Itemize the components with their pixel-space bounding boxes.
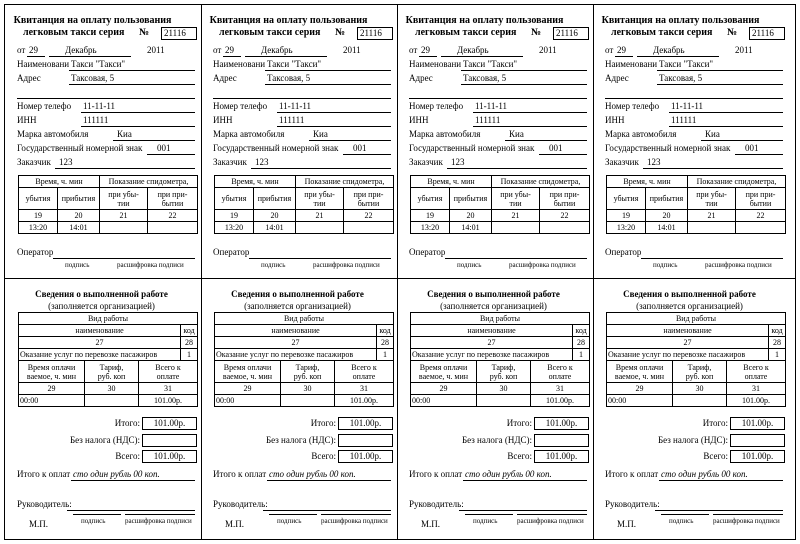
address-value: Таксовая, 5	[71, 73, 115, 83]
depart-header: убытия	[607, 188, 646, 210]
service-name: Оказание услуг по перевозке пасажиров	[411, 349, 573, 361]
date-day: 29	[617, 45, 626, 55]
odometer-header: Показание спидометра,	[492, 176, 590, 188]
col-number: 21	[296, 210, 344, 222]
odo-arrive-value	[540, 222, 590, 234]
work-subtitle: (заполняется организацией)	[636, 301, 743, 311]
vsego-value: 101.00р.	[338, 450, 393, 463]
tariff-header: Тариф, руб. коп	[281, 361, 335, 383]
receipt-number: 21116	[553, 27, 589, 40]
col-number: 29	[411, 383, 477, 395]
name-value: Такси "Такси"	[71, 59, 126, 69]
itogo-label: Итого:	[702, 418, 728, 428]
mp-stamp: М.П.	[617, 519, 637, 529]
operator-label: Оператор	[605, 247, 642, 257]
vat-label: Без налога (НДС):	[69, 435, 140, 445]
depart-header: убытия	[215, 188, 254, 210]
inn-value: 111111	[83, 115, 109, 125]
col-number: 30	[85, 383, 139, 395]
pay-words: сто один рубль 00 коп.	[661, 469, 748, 479]
itogo-label: Итого:	[506, 418, 532, 428]
pay-words: сто один рубль 00 коп.	[465, 469, 552, 479]
vat-label: Без налога (НДС):	[461, 435, 532, 445]
name-label: Наименовани	[17, 59, 70, 69]
work-table	[214, 312, 394, 407]
col-number: 27	[411, 337, 573, 349]
vsego-label: Всего:	[507, 451, 532, 461]
customer-label: Заказчик	[409, 157, 443, 167]
odo-depart-value	[296, 222, 344, 234]
vsego-label: Всего:	[311, 451, 336, 461]
col-number: 27	[19, 337, 181, 349]
col-number: 20	[58, 210, 100, 222]
operator-decode-caption: расшифровка подписи	[313, 261, 380, 269]
itogo-value: 101.00р.	[338, 417, 393, 430]
address-label: Адрес	[17, 73, 41, 83]
receipt-number: 21116	[161, 27, 197, 40]
operator-label: Оператор	[409, 247, 446, 257]
time-header: Время, ч. мин	[411, 176, 492, 188]
paid-time-value: 00:00	[19, 395, 85, 407]
customer-value: 123	[451, 157, 465, 167]
customer-label: Заказчик	[213, 157, 247, 167]
operator-label: Оператор	[17, 247, 54, 257]
plate-label: Государственный номерной знак	[17, 143, 143, 153]
odo-arrive-value	[344, 222, 394, 234]
phone-value: 11-11-11	[83, 101, 115, 111]
address-value: Таксовая, 5	[659, 73, 703, 83]
date-month: Декабрь	[65, 45, 97, 55]
itogo-value: 101.00р.	[142, 417, 197, 430]
depart-header: убытия	[411, 188, 450, 210]
vsego-value: 101.00р.	[142, 450, 197, 463]
arrive-header: прибытия	[646, 188, 688, 210]
amount-value: 101.00р.	[727, 395, 786, 407]
col-number: 22	[344, 210, 394, 222]
number-sign: №	[727, 27, 738, 38]
service-name: Оказание услуг по перевозке пасажиров	[19, 349, 181, 361]
vsego-label: Всего:	[115, 451, 140, 461]
work-subtitle: (заполняется организацией)	[48, 301, 155, 311]
inn-value: 111111	[671, 115, 697, 125]
col-number: 29	[215, 383, 281, 395]
tariff-value	[673, 395, 727, 407]
pay-label: Итого к оплат	[17, 469, 71, 479]
receipt-series-label: легковым такси серия	[611, 27, 713, 38]
name-value: Такси "Такси"	[267, 59, 322, 69]
date-day: 29	[421, 45, 430, 55]
receipt-copy	[593, 5, 786, 539]
inn-label: ИНН	[17, 115, 37, 125]
col-number: 21	[688, 210, 736, 222]
head-label: Руководитель:	[605, 499, 660, 509]
receipt-series-label: легковым такси серия	[219, 27, 321, 38]
head-sign-caption: подпись	[669, 517, 694, 525]
receipt-copy	[397, 5, 590, 539]
vat-value	[730, 434, 785, 447]
plate-value: 001	[745, 143, 759, 153]
work-name-header: наименование	[411, 325, 573, 337]
car-label: Марка автомобиля	[213, 129, 285, 139]
col-number: 29	[607, 383, 673, 395]
tariff-header: Тариф, руб. коп	[85, 361, 139, 383]
work-table	[18, 312, 198, 407]
col-number: 19	[607, 210, 646, 222]
plate-label: Государственный номерной знак	[213, 143, 339, 153]
date-prefix: от	[17, 45, 26, 55]
col-number: 21	[100, 210, 148, 222]
receipt-title: Квитанция на оплату пользования	[209, 15, 368, 26]
arrive-header: прибытия	[58, 188, 100, 210]
date-day: 29	[29, 45, 38, 55]
trip-table	[214, 175, 394, 234]
amount-value: 101.00р.	[139, 395, 198, 407]
head-decode-caption: расшифровка подписи	[713, 517, 780, 525]
depart-time: 13:20	[19, 222, 58, 234]
vat-value	[142, 434, 197, 447]
vat-value	[534, 434, 589, 447]
odometer-header: Показание спидометра,	[296, 176, 394, 188]
operator-decode-caption: расшифровка подписи	[705, 261, 772, 269]
head-label: Руководитель:	[409, 499, 464, 509]
pay-label: Итого к оплат	[409, 469, 463, 479]
work-table	[606, 312, 786, 407]
receipt-copy	[201, 5, 394, 539]
vsego-value: 101.00р.	[534, 450, 589, 463]
tariff-header: Тариф, руб. коп	[673, 361, 727, 383]
head-sign-caption: подпись	[81, 517, 106, 525]
date-year: 2011	[147, 45, 165, 55]
arrive-time: 14:01	[450, 222, 492, 234]
col-number: 28	[573, 337, 590, 349]
operator-sign-caption: подпись	[457, 261, 482, 269]
date-month: Декабрь	[653, 45, 685, 55]
head-sign-caption: подпись	[277, 517, 302, 525]
work-title: Сведения о выполненной работе	[427, 289, 560, 299]
car-value: Киа	[705, 129, 720, 139]
plate-value: 001	[549, 143, 563, 153]
tariff-value	[85, 395, 139, 407]
car-value: Киа	[117, 129, 132, 139]
operator-decode-caption: расшифровка подписи	[509, 261, 576, 269]
col-number: 30	[477, 383, 531, 395]
work-title: Сведения о выполненной работе	[623, 289, 756, 299]
tariff-value	[281, 395, 335, 407]
operator-sign-caption: подпись	[653, 261, 678, 269]
col-number: 20	[450, 210, 492, 222]
trip-table	[606, 175, 786, 234]
col-number: 21	[492, 210, 540, 222]
name-label: Наименовани	[409, 59, 462, 69]
customer-label: Заказчик	[605, 157, 639, 167]
plate-value: 001	[353, 143, 367, 153]
tariff-header: Тариф, руб. коп	[477, 361, 531, 383]
odo-depart-value	[688, 222, 736, 234]
time-header: Время, ч. мин	[215, 176, 296, 188]
work-kind-header: Вид работы	[411, 313, 590, 325]
date-year: 2011	[343, 45, 361, 55]
car-value: Киа	[313, 129, 328, 139]
inn-value: 111111	[279, 115, 305, 125]
number-sign: №	[139, 27, 150, 38]
total-header: Всего к оплате	[139, 361, 198, 383]
col-number: 30	[281, 383, 335, 395]
time-header: Время, ч. мин	[607, 176, 688, 188]
depart-time: 13:20	[215, 222, 254, 234]
vat-label: Без налога (НДС):	[265, 435, 336, 445]
receipt-number: 21116	[357, 27, 393, 40]
car-label: Марка автомобиля	[605, 129, 677, 139]
col-number: 28	[769, 337, 786, 349]
trip-table	[18, 175, 198, 234]
odo-depart-header: при убы- тии	[100, 188, 148, 210]
operator-sign-caption: подпись	[65, 261, 90, 269]
arrive-time: 14:01	[58, 222, 100, 234]
col-number: 27	[607, 337, 769, 349]
paid-time-header: Время оплачи ваемое, ч. мин	[215, 361, 281, 383]
receipt-series-label: легковым такси серия	[415, 27, 517, 38]
paid-time-header: Время оплачи ваемое, ч. мин	[19, 361, 85, 383]
paid-time-header: Время оплачи ваемое, ч. мин	[607, 361, 673, 383]
odo-depart-header: при убы- тии	[492, 188, 540, 210]
trip-table	[410, 175, 590, 234]
col-number: 20	[646, 210, 688, 222]
work-table	[410, 312, 590, 407]
col-number: 22	[148, 210, 198, 222]
odo-depart-value	[492, 222, 540, 234]
address-label: Адрес	[213, 73, 237, 83]
mp-stamp: М.П.	[225, 519, 245, 529]
col-number: 19	[19, 210, 58, 222]
number-sign: №	[531, 27, 542, 38]
name-value: Такси "Такси"	[659, 59, 714, 69]
odo-arrive-header: при при- бытии	[540, 188, 590, 210]
pay-label: Итого к оплат	[213, 469, 267, 479]
work-title: Сведения о выполненной работе	[35, 289, 168, 299]
col-number: 30	[673, 383, 727, 395]
head-decode-caption: расшифровка подписи	[125, 517, 192, 525]
service-code: 1	[181, 349, 198, 361]
col-number: 31	[139, 383, 198, 395]
customer-value: 123	[59, 157, 73, 167]
itogo-label: Итого:	[310, 418, 336, 428]
col-number: 31	[727, 383, 786, 395]
odo-depart-header: при убы- тии	[688, 188, 736, 210]
customer-value: 123	[255, 157, 269, 167]
col-number: 27	[215, 337, 377, 349]
service-name: Оказание услуг по перевозке пасажиров	[607, 349, 769, 361]
work-code-header: код	[377, 325, 394, 337]
work-kind-header: Вид работы	[19, 313, 198, 325]
col-number: 19	[411, 210, 450, 222]
operator-label: Оператор	[213, 247, 250, 257]
work-code-header: код	[769, 325, 786, 337]
paid-time-value: 00:00	[607, 395, 673, 407]
phone-label: Номер телефо	[17, 101, 72, 111]
head-label: Руководитель:	[213, 499, 268, 509]
depart-header: убытия	[19, 188, 58, 210]
col-number: 22	[540, 210, 590, 222]
odo-depart-value	[100, 222, 148, 234]
total-header: Всего к оплате	[335, 361, 394, 383]
phone-label: Номер телефо	[213, 101, 268, 111]
address-label: Адрес	[605, 73, 629, 83]
arrive-header: прибытия	[254, 188, 296, 210]
work-name-header: наименование	[215, 325, 377, 337]
depart-time: 13:20	[607, 222, 646, 234]
customer-value: 123	[647, 157, 661, 167]
service-code: 1	[769, 349, 786, 361]
odo-arrive-value	[148, 222, 198, 234]
receipt-series-label: легковым такси серия	[23, 27, 125, 38]
address-label: Адрес	[409, 73, 433, 83]
odo-arrive-header: при при- бытии	[736, 188, 786, 210]
inn-value: 111111	[475, 115, 501, 125]
odo-arrive-header: при при- бытии	[148, 188, 198, 210]
inn-label: ИНН	[605, 115, 625, 125]
address-value: Таксовая, 5	[463, 73, 507, 83]
work-name-header: наименование	[607, 325, 769, 337]
mp-stamp: М.П.	[421, 519, 441, 529]
col-number: 31	[335, 383, 394, 395]
phone-label: Номер телефо	[409, 101, 464, 111]
number-sign: №	[335, 27, 346, 38]
name-label: Наименовани	[213, 59, 266, 69]
col-number: 31	[531, 383, 590, 395]
phone-label: Номер телефо	[605, 101, 660, 111]
inn-label: ИНН	[409, 115, 429, 125]
odometer-header: Показание спидометра,	[688, 176, 786, 188]
work-subtitle: (заполняется организацией)	[244, 301, 351, 311]
date-year: 2011	[735, 45, 753, 55]
operator-sign-caption: подпись	[261, 261, 286, 269]
car-label: Марка автомобиля	[17, 129, 89, 139]
col-number: 22	[736, 210, 786, 222]
odometer-header: Показание спидометра,	[100, 176, 198, 188]
vat-label: Без налога (НДС):	[657, 435, 728, 445]
vsego-value: 101.00р.	[730, 450, 785, 463]
head-decode-caption: расшифровка подписи	[321, 517, 388, 525]
work-code-header: код	[573, 325, 590, 337]
col-number: 19	[215, 210, 254, 222]
plate-value: 001	[157, 143, 171, 153]
date-month: Декабрь	[457, 45, 489, 55]
date-year: 2011	[539, 45, 557, 55]
plate-label: Государственный номерной знак	[409, 143, 535, 153]
date-month: Декабрь	[261, 45, 293, 55]
total-header: Всего к оплате	[531, 361, 590, 383]
amount-value: 101.00р.	[335, 395, 394, 407]
itogo-value: 101.00р.	[730, 417, 785, 430]
paid-time-header: Время оплачи ваемое, ч. мин	[411, 361, 477, 383]
name-label: Наименовани	[605, 59, 658, 69]
name-value: Такси "Такси"	[463, 59, 518, 69]
operator-decode-caption: расшифровка подписи	[117, 261, 184, 269]
phone-value: 11-11-11	[671, 101, 703, 111]
date-prefix: от	[409, 45, 418, 55]
pay-words: сто один рубль 00 коп.	[269, 469, 356, 479]
plate-label: Государственный номерной знак	[605, 143, 731, 153]
total-header: Всего к оплате	[727, 361, 786, 383]
inn-label: ИНН	[213, 115, 233, 125]
paid-time-value: 00:00	[215, 395, 281, 407]
work-name-header: наименование	[19, 325, 181, 337]
vat-value	[338, 434, 393, 447]
work-code-header: код	[181, 325, 198, 337]
col-number: 29	[19, 383, 85, 395]
mp-stamp: М.П.	[29, 519, 49, 529]
date-prefix: от	[605, 45, 614, 55]
arrive-header: прибытия	[450, 188, 492, 210]
head-label: Руководитель:	[17, 499, 72, 509]
col-number: 28	[377, 337, 394, 349]
pay-words: сто один рубль 00 коп.	[73, 469, 160, 479]
head-sign-caption: подпись	[473, 517, 498, 525]
arrive-time: 14:01	[254, 222, 296, 234]
work-subtitle: (заполняется организацией)	[440, 301, 547, 311]
paid-time-value: 00:00	[411, 395, 477, 407]
receipt-title: Квитанция на оплату пользования	[601, 15, 760, 26]
work-title: Сведения о выполненной работе	[231, 289, 364, 299]
itogo-value: 101.00р.	[534, 417, 589, 430]
col-number: 28	[181, 337, 198, 349]
amount-value: 101.00р.	[531, 395, 590, 407]
col-number: 20	[254, 210, 296, 222]
service-code: 1	[573, 349, 590, 361]
time-header: Время, ч. мин	[19, 176, 100, 188]
car-label: Марка автомобиля	[409, 129, 481, 139]
car-value: Киа	[509, 129, 524, 139]
receipt-title: Квитанция на оплату пользования	[405, 15, 564, 26]
date-prefix: от	[213, 45, 222, 55]
receipt-copy	[5, 5, 198, 539]
customer-label: Заказчик	[17, 157, 51, 167]
pay-label: Итого к оплат	[605, 469, 659, 479]
tariff-value	[477, 395, 531, 407]
work-kind-header: Вид работы	[215, 313, 394, 325]
work-kind-header: Вид работы	[607, 313, 786, 325]
odo-arrive-value	[736, 222, 786, 234]
address-value: Таксовая, 5	[267, 73, 311, 83]
service-code: 1	[377, 349, 394, 361]
head-decode-caption: расшифровка подписи	[517, 517, 584, 525]
phone-value: 11-11-11	[475, 101, 507, 111]
odo-depart-header: при убы- тии	[296, 188, 344, 210]
itogo-label: Итого:	[114, 418, 140, 428]
service-name: Оказание услуг по перевозке пасажиров	[215, 349, 377, 361]
date-day: 29	[225, 45, 234, 55]
odo-arrive-header: при при- бытии	[344, 188, 394, 210]
vsego-label: Всего:	[703, 451, 728, 461]
arrive-time: 14:01	[646, 222, 688, 234]
receipt-number: 21116	[749, 27, 785, 40]
phone-value: 11-11-11	[279, 101, 311, 111]
depart-time: 13:20	[411, 222, 450, 234]
receipt-title: Квитанция на оплату пользования	[13, 15, 172, 26]
